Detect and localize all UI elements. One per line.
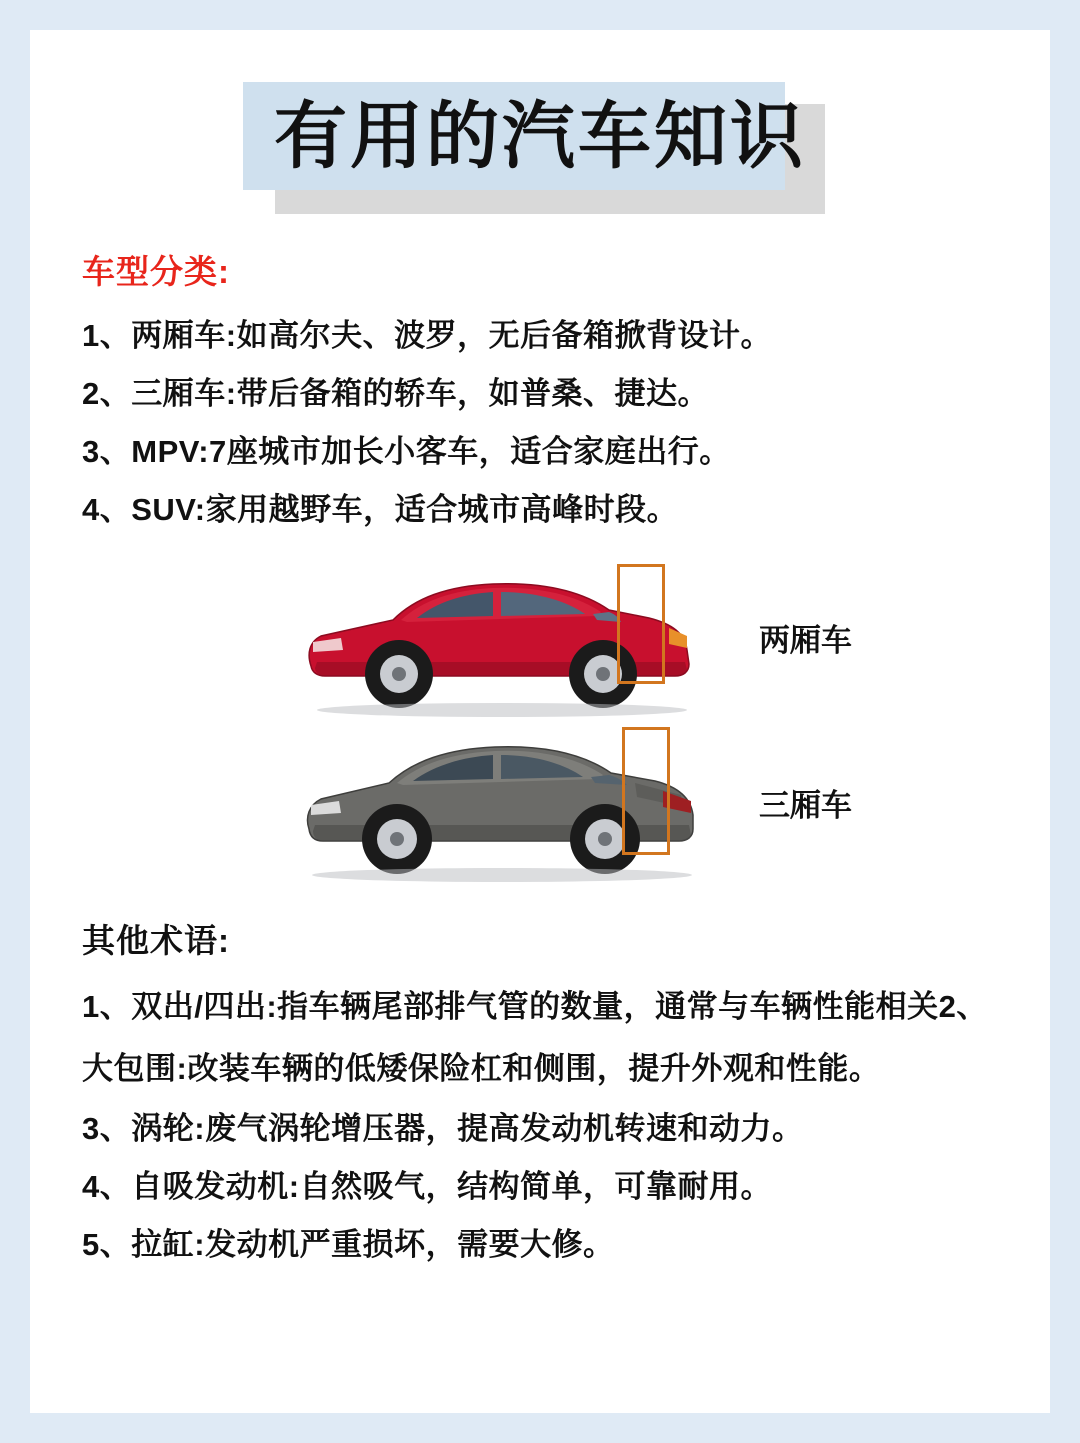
page-title: 有用的汽车知识 <box>274 96 806 177</box>
list-item: 3、MPV:7座城市加长小客车，适合家庭出行。 <box>82 434 731 469</box>
figure-label-hatchback: 两厢车 <box>759 623 852 658</box>
section-heading-other-terms: 其他术语: <box>82 922 230 959</box>
list-item: 4、SUV:家用越野车，适合城市高峰时段。 <box>82 492 679 527</box>
sedan-rear-highlight-box <box>622 727 670 855</box>
other-terms-paragraph: 1、双出/四出:指车辆尾部排气管的数量，通常与车辆性能相关2、大包围:改装车辆的低矮保险杠和侧围，提升外观和性能。 <box>82 989 988 1086</box>
title-block <box>30 66 1050 216</box>
list-item: 1、两厢车:如高尔夫、波罗，无后备箱掀背设计。 <box>82 318 773 353</box>
poster-card <box>30 30 1050 1413</box>
list-item: 5、拉缸:发动机严重损坏，需要大修。 <box>82 1227 615 1262</box>
sedan-car-image <box>297 723 717 883</box>
content-area <box>30 246 1050 1274</box>
figure-hatchback <box>82 555 998 720</box>
figure-sedan <box>82 720 998 885</box>
section-heading-vehicle-types: 车型分类: <box>82 253 230 290</box>
list-item: 3、涡轮:废气涡轮增压器，提高发动机转速和动力。 <box>82 1111 804 1146</box>
figure-group <box>82 555 998 885</box>
list-item: 2、三厢车:带后备箱的轿车，如普桑、捷达。 <box>82 376 710 411</box>
figure-label-sedan: 三厢车 <box>759 788 852 823</box>
list-item: 4、自吸发动机:自然吸气，结构简单，可靠耐用。 <box>82 1169 773 1204</box>
hatchback-rear-highlight-box <box>617 564 665 684</box>
hatchback-car-image <box>297 558 717 718</box>
